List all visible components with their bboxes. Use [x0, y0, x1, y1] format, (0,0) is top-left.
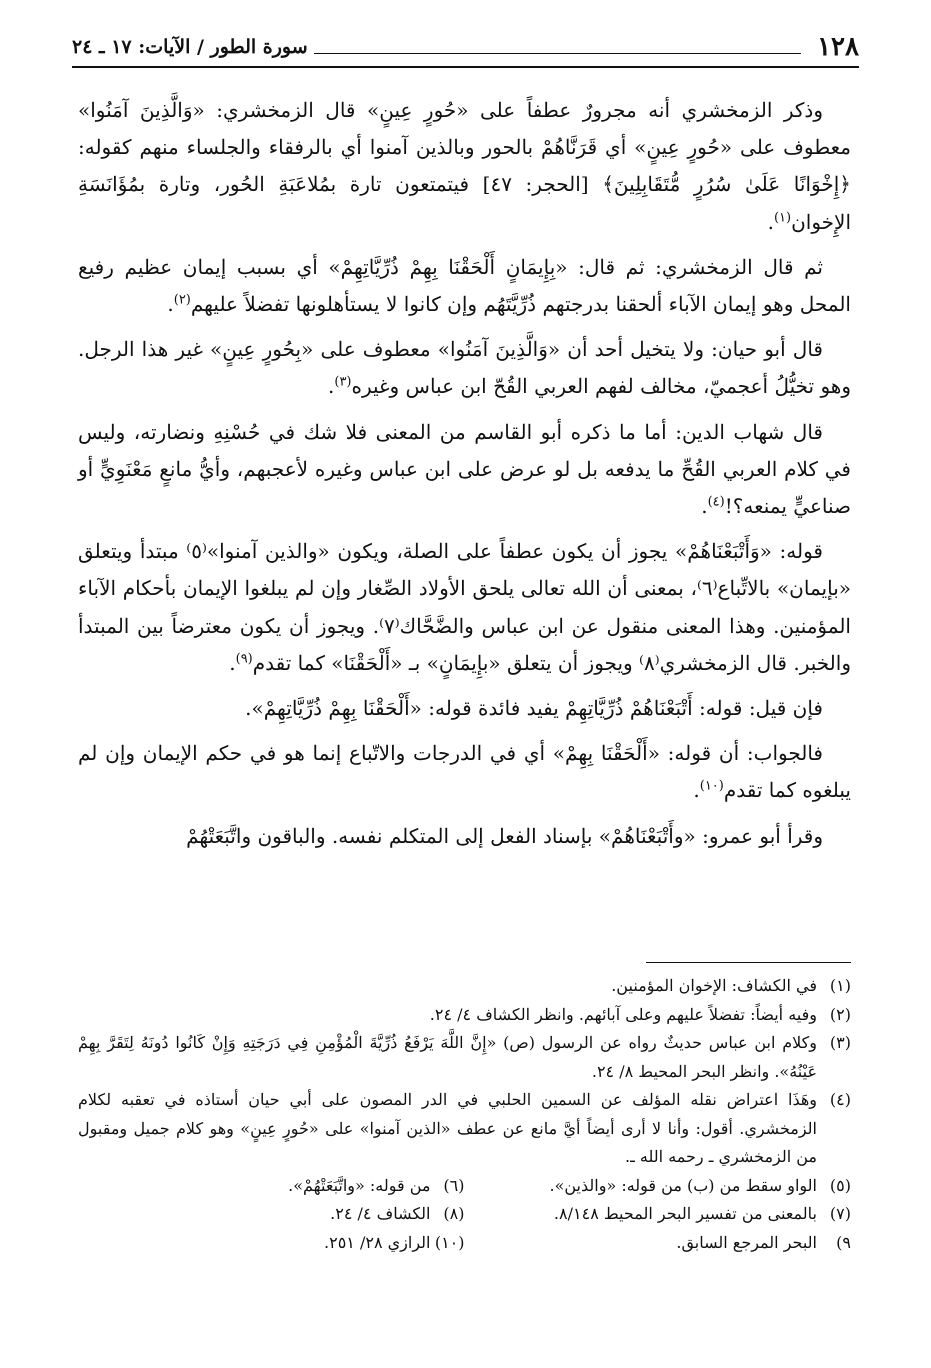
paragraph: [78, 818, 851, 855]
paragraph: [78, 249, 851, 323]
footnote-number: (٣): [829, 1033, 851, 1052]
footnote-text: بالمعنى من تفسير البحر المحيط ٨/١٤٨.: [553, 1204, 817, 1223]
footnote: [78, 1200, 465, 1229]
paragraph-end: .: [693, 778, 700, 803]
footnote: [465, 1229, 852, 1258]
paragraph-text: فإن قيل: قوله: أَتْبَعْنَاهُمْ ذُرِّيَّاتِهِمْ يفيد فائدة قوله: «أَلْحَقْنَا بِهِمْ ذُرِّيَّاتِهِمْ».: [245, 696, 823, 721]
paragraph-end: .: [701, 494, 708, 519]
page-header: [72, 28, 859, 62]
header-rule: [72, 66, 859, 68]
footnote-number: (٢): [829, 1004, 851, 1024]
footnote-text: الواو سقط من (ب) من قوله: «والذين».: [549, 1175, 817, 1195]
footnote: [465, 1172, 852, 1201]
paragraph-end: .: [767, 209, 774, 234]
footnote-text: وفيه أيضاً: تفضلاً عليهم وعلى آبائهم. وانظر الكشاف ٤/ ٢٤.: [429, 1004, 817, 1024]
paragraph: [78, 414, 851, 526]
footnote-text: وكلام ابن عباس حديثٌ رواه عن الرسول (ص) «إِنَّ اللَّهَ يَرْفَعُ ذُرِّيَّةَ الْمُؤْمِنِ فِي دَرَجَتِهِ وَإِنْ كَانُوا دُونَهُ لِتَقَرَّ بِهِمْ عَيْنُهُ». وانظر البحر المحيط ٨/ ٢٤.: [78, 1033, 818, 1081]
paragraph: [78, 735, 851, 809]
footnote-number: (١): [829, 976, 851, 995]
paragraph-text: قال أبو حيان: ولا يتخيل أحد أن «وَالَّذِينَ آمَنُوا» معطوف على «بِحُورٍ عِينٍ» غير هذا الرجل. وهو تخيُّلُ أعجميّ، مخالف لفهم العربي القُحّ ابن عباس وغيره: [78, 337, 851, 399]
paragraph: [78, 690, 851, 727]
paragraph-text: فالجواب: أن قوله: «أَلْحَقْنَا بِهِمْ» أي في الدرجات والاتّباع إنما هو في حكم الإيمان وإن لم يبلغوه كما تقدم: [78, 741, 851, 803]
footnotes: [78, 972, 851, 1257]
footnote: [78, 1229, 465, 1258]
footnote-number: (٥): [829, 1175, 851, 1195]
footnote: [78, 1086, 851, 1172]
footnote-number: (٨): [443, 1204, 465, 1223]
paragraph-text: قال شهاب الدين: أما ما ذكره أبو القاسم من المعنى فلا شك في حُسْنِهِ ونضارته، وليس في كلام العربي القُحِّ ما يدفعه بل لو عرض على ابن عباس وغيره لأعجبهم، وأيُّ مانعٍ مَعْنَوِيٍّ أو صناعيٍّ يمنعه؟!: [78, 419, 851, 519]
paragraph: [78, 92, 851, 241]
footnote: [78, 1172, 465, 1201]
paragraph-end: .: [167, 292, 174, 317]
footnote-text: الرازي ٢٨/ ٢٥١.: [324, 1232, 431, 1252]
footnote-separator: [646, 962, 851, 963]
paragraph-text: وذكر الزمخشري أنه مجرورٌ عطفاً على «حُورٍ عِينٍ» قال الزمخشري: «وَالَّذِينَ آمَنُوا» معطوف على «حُورٍ عِينٍ» أي قَرَنَّاهُمْ بالحور وبالذين آمنوا أي بالرفقاء والجلساء منهم كقوله: ﴿إِخْوَانًا عَلَىٰ سُرُرٍ مُّتَقَابِلِينَ﴾ [الحجر: ٤٧] فيتمتعون تارة بمُلاعَبَةِ الحُور، وتارة بمُؤَانَسَةِ الإِخوان: [78, 98, 851, 234]
footnote-number: ٩): [836, 1232, 851, 1252]
footnote: [78, 972, 851, 1001]
running-title: سورة الطور / الآيات: ١٧ ـ ٢٤: [72, 36, 308, 58]
footnote-ref: (١): [773, 209, 792, 225]
footnote-text: من قوله: «واتَّبَعَتْهُمْ».: [288, 1175, 431, 1195]
footnote-ref: (٢): [173, 292, 191, 308]
main-text: [78, 92, 851, 863]
footnote: [78, 1001, 851, 1030]
footnote: [78, 1029, 851, 1086]
paragraph: [78, 331, 851, 405]
footnote-row: [78, 1200, 851, 1229]
paragraph: [78, 533, 851, 682]
paragraph-end: .: [328, 374, 335, 399]
footnote-ref: (١٠): [699, 778, 724, 794]
footnote-number: (١٠): [434, 1232, 465, 1252]
footnote-number: (٦): [443, 1175, 465, 1195]
footnote-text: في الكشاف: الإخوان المؤمنين.: [611, 976, 817, 995]
footnote-number: (٧): [829, 1204, 851, 1223]
paragraph-text: وقرأ أبو عمرو: «وأَتْبَعْنَاهُمْ» بإسناد الفعل إلى المتكلم نفسه. والباقون واتَّبَعَتْهُمْ: [186, 823, 823, 848]
footnote-number: (٤): [829, 1090, 851, 1109]
footnote-row: [78, 1229, 851, 1258]
paragraph-text: ثم قال الزمخشري: ثم قال: «بِإِيمَانٍ أَلْحَقْنَا بِهِمْ ذُرِّيَّاتِهِمْ» أي بسبب إيمان عظيم رفيع المحل وهو إيمان الآباء ألحقنا بدرجتهم ذُرِّيَّتَهُم وإن كانوا لا يستأهلونها تفضلاً عليهم: [78, 254, 851, 317]
page-number: ١٢٨: [817, 32, 859, 62]
header-leader-line: [314, 53, 801, 54]
footnote-ref: (٤): [707, 494, 725, 510]
footnote-text: وهَذَا اعتراض نقله المؤلف عن السمين الحلبي في الدر المصون على أبي حيان أستاذه في تعقبه لكلام الزمخشري. أقول: وأنا لا أرى أيضاً أيَّ مانع عن عطف «الذين آمنوا» على «حُورٍ عِينٍ» وهو كلام جميل ومقبول من الزمخشري ـ رحمه الله ـ.: [78, 1090, 817, 1166]
paragraph-text: قوله: «وَأَتْبَعْنَاهُمْ» يجوز أن يكون عطفاً على الصلة، ويكون «والذين آمنوا»⁽٥⁾ مبتدأ ويتعلق «بإيمان» بالاتِّباع⁽٦⁾، بمعنى أن الله تعالى يلحق الأولاد الصِّغار وإن لم يبلغوا الإيمان بأحكام الآباء المؤمنين. وهذا المعنى منقول عن ابن عباس والضَّحَّاك⁽٧⁾. ويجوز أن يكون معترضاً بين المبتدأ والخبر. قال الزمخشري⁽٨⁾ ويجوز أن يتعلق «بإِيمَانٍ» بـ «أَلْحَقْنَا» كما تقدم: [78, 539, 851, 675]
footnote-ref: (٩): [235, 651, 253, 667]
footnote-text: الكشاف ٤/ ٢٤.: [330, 1204, 431, 1223]
footnote-ref: (٣): [334, 374, 352, 390]
footnote: [465, 1200, 852, 1229]
paragraph-end: .: [229, 650, 236, 675]
footnote-text: البحر المرجع السابق.: [676, 1232, 817, 1252]
footnote-row: [78, 1172, 851, 1201]
